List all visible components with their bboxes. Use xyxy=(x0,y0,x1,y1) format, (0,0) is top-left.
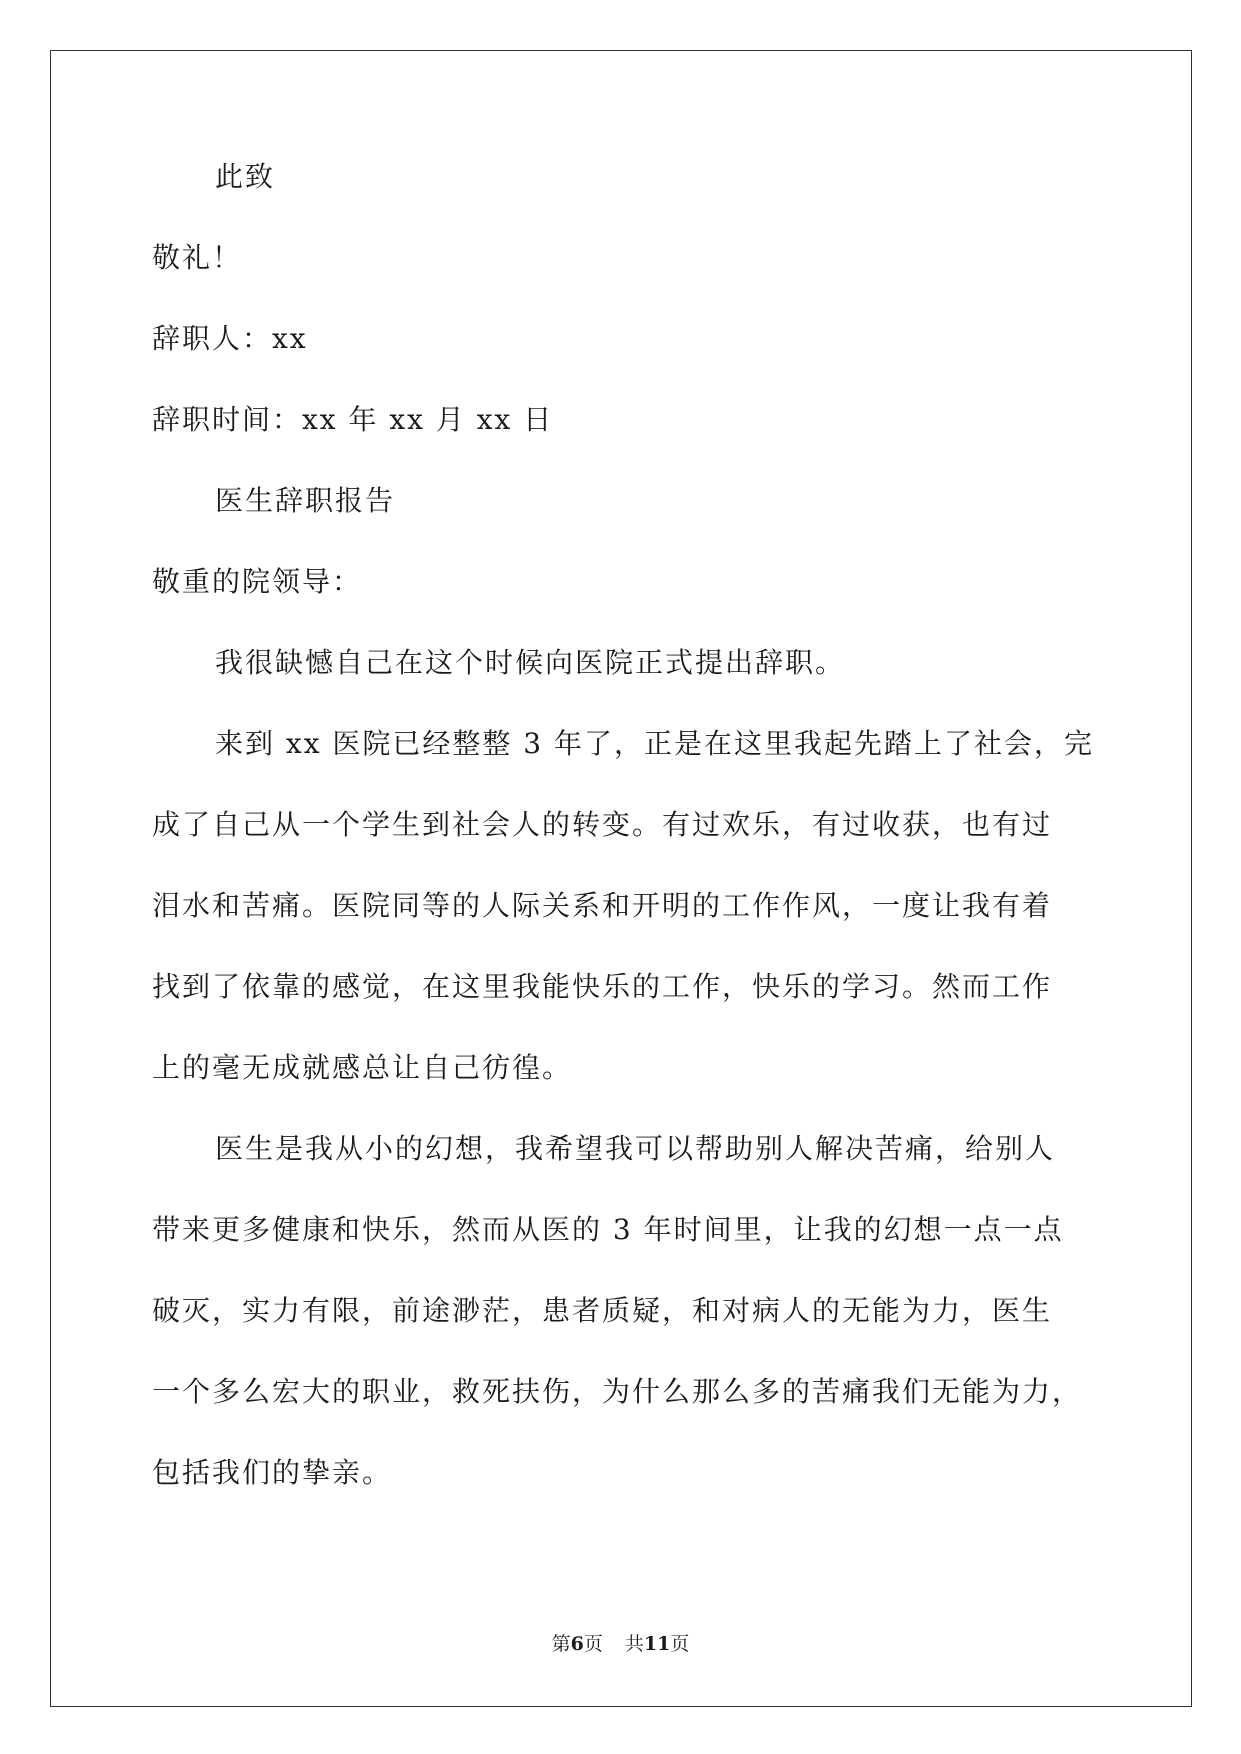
document-body xyxy=(152,157,1095,1534)
paragraph-line: 带来更多健康和快乐，然而从医的 3 年时间里，让我的幻想一点一点 xyxy=(152,1213,1064,1246)
paragraph-line: 破灭，实力有限，前途渺茫，患者质疑，和对病人的无能为力，医生 xyxy=(152,1294,1053,1327)
addressee-line: 敬重的院领导： xyxy=(152,565,363,598)
resigner-line: 辞职人：xx xyxy=(152,322,308,355)
section-title: 医生辞职报告 xyxy=(215,484,396,517)
page-prefix: 第 xyxy=(551,1633,571,1655)
total-suffix: 页 xyxy=(670,1633,690,1655)
paragraph-line: 找到了依靠的感觉，在这里我能快乐的工作，快乐的学习。然而工作 xyxy=(152,970,1053,1003)
paragraph-line: 成了自己从一个学生到社会人的转变。有过欢乐，有过收获，也有过 xyxy=(152,808,1053,841)
salutation-line: 敬礼！ xyxy=(152,241,243,274)
paragraph-line: 医生是我从小的幻想，我希望我可以帮助别人解决苦痛，给别人 xyxy=(215,1132,1056,1165)
paragraph-line: 上的毫无成就感总让自己彷徨。 xyxy=(152,1051,573,1084)
total-prefix: 共 xyxy=(624,1633,644,1655)
paragraph-line: 来到 xx 医院已经整整 3 年了，正是在这里我起先踏上了社会，完 xyxy=(215,727,1095,760)
total-pages: 11 xyxy=(643,1633,671,1655)
paragraph-line: 泪水和苦痛。医院同等的人际关系和开明的工作作风，一度让我有着 xyxy=(152,889,1053,922)
paragraph-line: 我很缺憾自己在这个时候向医院正式提出辞职。 xyxy=(215,646,846,679)
resign-date-line: 辞职时间：xx 年 xx 月 xx 日 xyxy=(152,403,554,436)
paragraph-line: 一个多么宏大的职业，救死扶伤，为什么那么多的苦痛我们无能为力， xyxy=(152,1375,1083,1408)
page-footer xyxy=(0,1632,1241,1656)
page-suffix: 页 xyxy=(583,1633,603,1655)
page-number: 6 xyxy=(570,1633,584,1655)
paragraph-line: 包括我们的挚亲。 xyxy=(152,1456,393,1489)
closing-line: 此致 xyxy=(215,160,276,193)
